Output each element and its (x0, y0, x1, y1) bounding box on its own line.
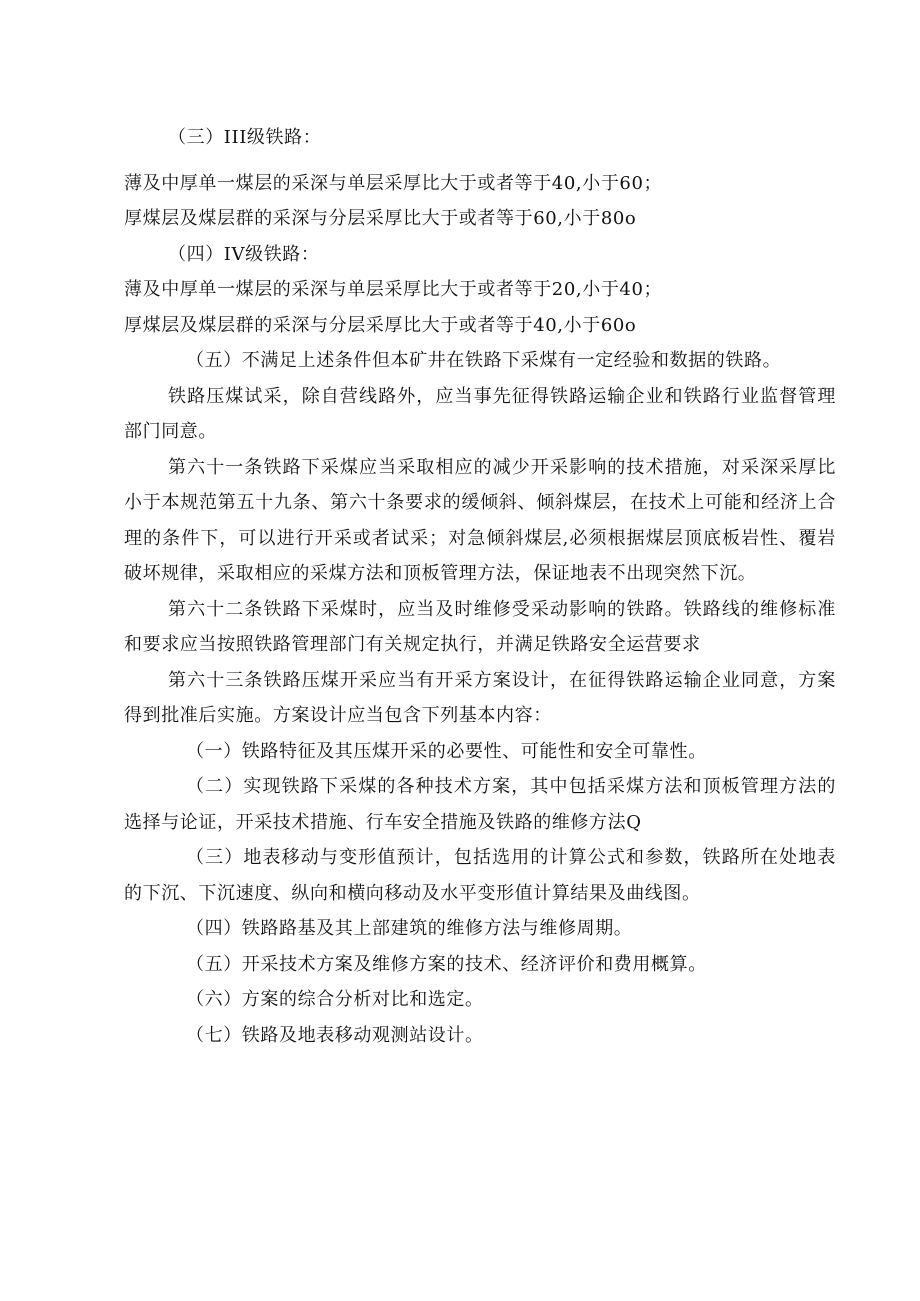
article-63: 第六十三条铁路压煤开采应当有开采方案设计，在征得铁路运输企业同意，方案得到批准后实施。方案设计应当包含下列基本内容： (124, 669, 836, 726)
paragraph: 薄及中厚单一煤层的采深与单层采厚比大于或者等于40,小于60； (124, 172, 663, 194)
list-item: （四）铁路路基及其上部建筑的维修方法与维修周期。 (186, 918, 633, 939)
article-62: 第六十二条铁路下采煤时，应当及时维修受采动影响的铁路。铁路线的维修标准和要求应当按照铁路管理部门有关规定执行，并满足铁路安全运营要求 (124, 598, 836, 655)
paragraph: 铁路压煤试采，除自营线路外，应当事先征得铁路运输企业和铁路行业监督管理部门同意。 (124, 385, 836, 442)
paragraph-heading-class-4: （四）IV级铁路： (168, 243, 320, 265)
list-item: （二）实现铁路下采煤的各种技术方案，其中包括采煤方法和顶板管理方法的选择与论证，开采技术措施、行车安全措施及铁路的维修方法Q (124, 776, 836, 833)
paragraph: 厚煤层及煤层群的采深与分层采厚比大于或者等于40,小于60o (124, 314, 637, 336)
list-item: （七）铁路及地表移动观测站设计。 (186, 1024, 484, 1046)
paragraph: （五）不满足上述条件但本矿井在铁路下采煤有一定经验和数据的铁路。 (186, 350, 782, 371)
paragraph: 薄及中厚单一煤层的采深与单层采厚比大于或者等于20,小于40； (124, 279, 663, 300)
list-item: （六）方案的综合分析对比和选定。 (186, 989, 484, 1010)
list-item: （一）铁路特征及其压煤开采的必要性、可能性和安全可靠性。 (186, 740, 707, 762)
paragraph: 厚煤层及煤层群的采深与分层采厚比大于或者等于60,小于80o (124, 208, 637, 229)
list-item: （五）开采技术方案及维修方案的技术、经济评价和费用概算。 (186, 953, 707, 975)
document-body (124, 120, 836, 1053)
paragraph-heading-class-3: （三）III级铁路： (168, 127, 322, 148)
article-61: 第六十一条铁路下采煤应当采取相应的减少开采影响的技术措施，对采深采厚比小于本规范第五十九条、第六十条要求的缓倾斜、倾斜煤层，在技术上可能和经济上合理的条件下，可以进行开采或者试采；对急倾斜煤层,必须根据煤层顶底板岩性、覆岩破坏规律，采取相应的采煤方法和顶板管理方法，保证地表不出现突然下沉。 (124, 456, 836, 584)
list-item: （三）地表移动与变形值预计，包括选用的计算公式和参数，铁路所在处地表的下沉、下沉速度、纵向和横向移动及水平变形值计算结果及曲线图。 (124, 847, 836, 904)
